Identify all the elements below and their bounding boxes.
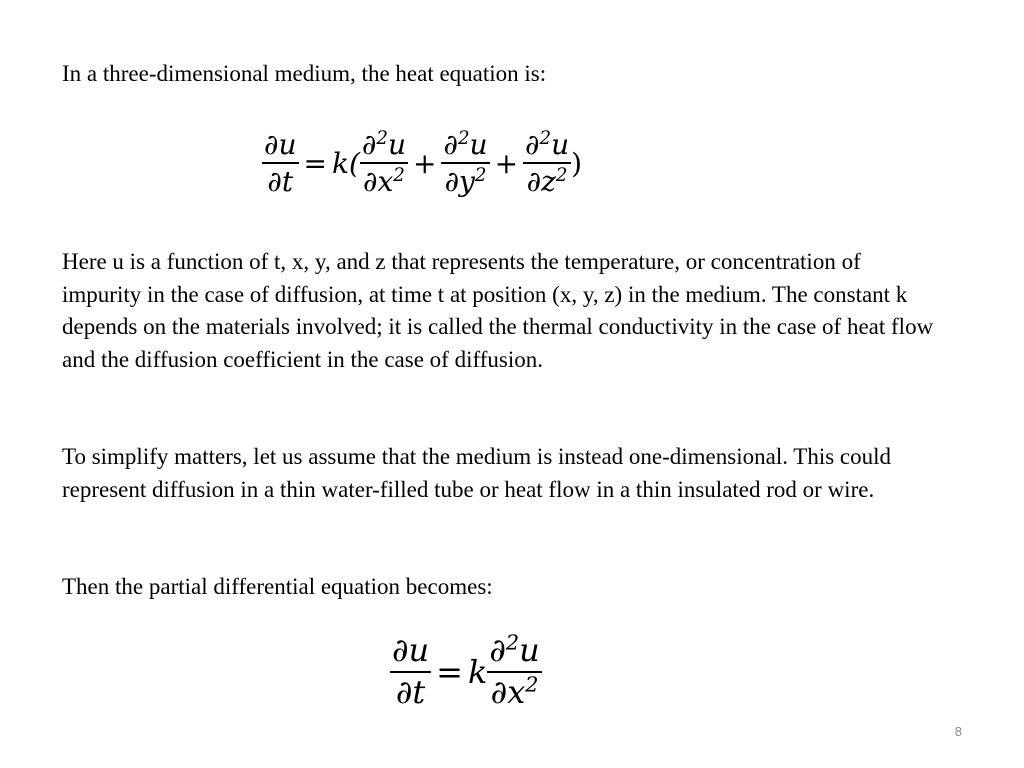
rhs-fraction: [487, 630, 541, 711]
term-x-denominator: $\partial x^2$: [363, 165, 405, 199]
paragraph-3: Then the partial differential equation becomes:: [62, 574, 493, 599]
fraction-bar: [523, 162, 571, 164]
intro-text: In a three-dimensional medium, the heat equation is:: [62, 61, 547, 86]
equals-sign: =: [303, 146, 327, 180]
term-z-denominator: $\partial z^2$: [526, 165, 568, 199]
slide-number: 8: [954, 724, 962, 739]
close-paren: ): [571, 146, 583, 180]
term-y-numerator: ∂$^2$u: [443, 128, 488, 161]
term-z-numerator: ∂$^2$u: [525, 128, 570, 161]
paragraph-1: Here u is a function of t, x, y, and z that represents the temperature, or concentration of impurity in the case of diffusion, at time t at position (x, y, z) in the medium. The constant k depends on the materials involved; it is called the thermal conductivity in the case of heat flow and the diffusion coefficient in the case of diffusion.: [62, 249, 934, 372]
equals-sign: =: [436, 652, 463, 691]
rhs-numerator: ∂$^2$u: [489, 630, 540, 669]
term-y-fraction: [441, 130, 489, 197]
lhs-fraction: [390, 631, 431, 711]
plus-sign: +: [494, 146, 519, 180]
rhs-denominator: $\partial x^2$: [490, 672, 539, 711]
paragraph-2: To simplify matters, let us assume that the medium is instead one-dimensional. This could represent diffusion in a thin water-filled tube or heat flow in a thin insulated rod or wire.: [62, 444, 892, 502]
term-x-fraction: [360, 130, 408, 197]
term-y-denominator: $\partial y^2$: [444, 165, 487, 199]
fraction-bar: [262, 162, 299, 164]
coefficient-k: k: [467, 652, 488, 691]
term-x-numerator: ∂$^2$u: [361, 128, 406, 161]
lhs-fraction: [262, 130, 299, 197]
coefficient-k: k(: [331, 146, 360, 180]
heat-equation-3d: [262, 130, 582, 197]
lhs-denominator: ∂t: [395, 672, 426, 711]
lhs-denominator: ∂t: [267, 165, 294, 199]
fraction-bar: [360, 162, 408, 164]
lhs-numerator: ∂u: [392, 631, 430, 669]
term-z-fraction: [523, 130, 571, 197]
plus-sign: +: [412, 146, 437, 180]
lhs-numerator: ∂u: [264, 128, 297, 161]
fraction-bar: [441, 162, 489, 164]
heat-equation-1d: [390, 630, 542, 711]
